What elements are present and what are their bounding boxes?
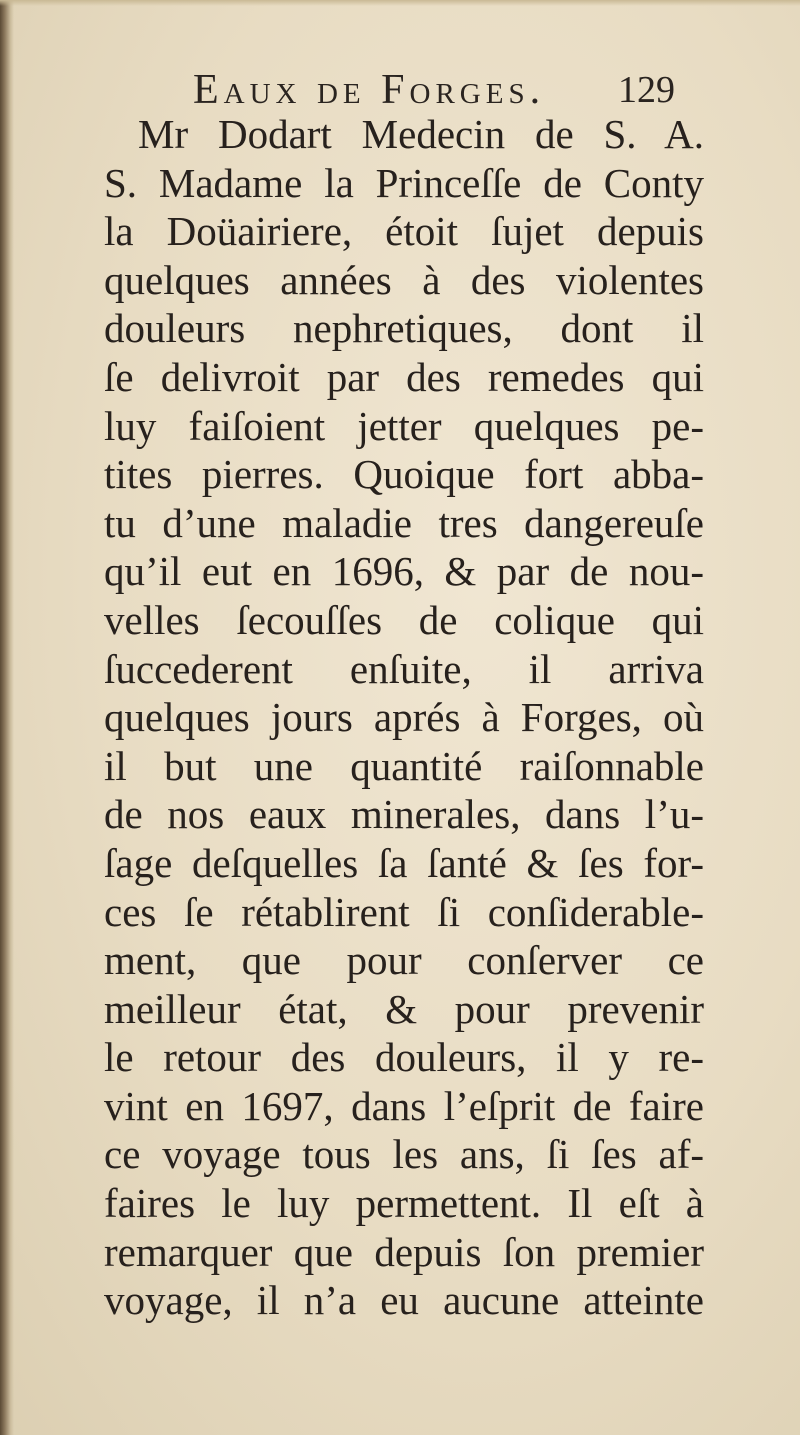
text-line: faires le luy permettent. Il eſt à <box>104 1180 704 1227</box>
text-line: ces ſe rétablirent ſi conſiderable- <box>104 888 704 935</box>
body-text <box>104 110 704 1325</box>
text-line: tites pierres. Quoique fort abba- <box>104 451 704 498</box>
text-line: ſuccederent enſuite, il arriva <box>104 645 704 692</box>
text-line: le retour des douleurs, il y re- <box>104 1034 704 1081</box>
text-line: ce voyage tous les ans, ſi ſes af- <box>104 1131 704 1178</box>
text-line: velles ſecouſſes de colique qui <box>104 596 704 643</box>
text-line: tu d’une maladie tres dangereuſe <box>104 499 704 546</box>
text-line: il but une quantité raiſonnable <box>104 742 704 789</box>
page-gutter <box>0 0 14 1435</box>
text-line: la Doüairiere, étoit ſujet depuis <box>104 208 704 255</box>
page-number: 129 <box>618 69 675 111</box>
text-line: ſage deſquelles ſa ſanté & ſes for- <box>104 839 704 886</box>
text-line: quelques jours aprés à Forges, où <box>104 694 704 741</box>
text-line: S. Madame la Princeſſe de Conty <box>104 159 704 206</box>
page-top-edge <box>0 0 800 6</box>
text-line: vint en 1697, dans l’eſprit de faire <box>104 1082 704 1129</box>
text-line: ment, que pour conſerver ce <box>104 937 704 984</box>
text-line: qu’il eut en 1696, & par de nou- <box>104 548 704 595</box>
text-line: quelques années à des violentes <box>104 256 704 303</box>
text-line: meilleur état, & pour prevenir <box>104 985 704 1032</box>
text-line: ſe delivroit par des remedes qui <box>104 353 704 400</box>
text-line: de nos eaux minerales, dans l’u- <box>104 791 704 838</box>
text-line: Mr Dodart Medecin de S. A. <box>138 111 704 157</box>
text-line: luy faiſoient jetter quelques pe- <box>104 402 704 449</box>
running-head-title: Eaux de Forges. <box>193 67 546 113</box>
text-line: voyage, il n’a eu aucune atteinte <box>104 1277 704 1324</box>
text-line: remarquer que depuis ſon premier <box>104 1228 704 1275</box>
running-head <box>108 66 688 112</box>
text-line: douleurs nephretiques, dont il <box>104 305 704 352</box>
